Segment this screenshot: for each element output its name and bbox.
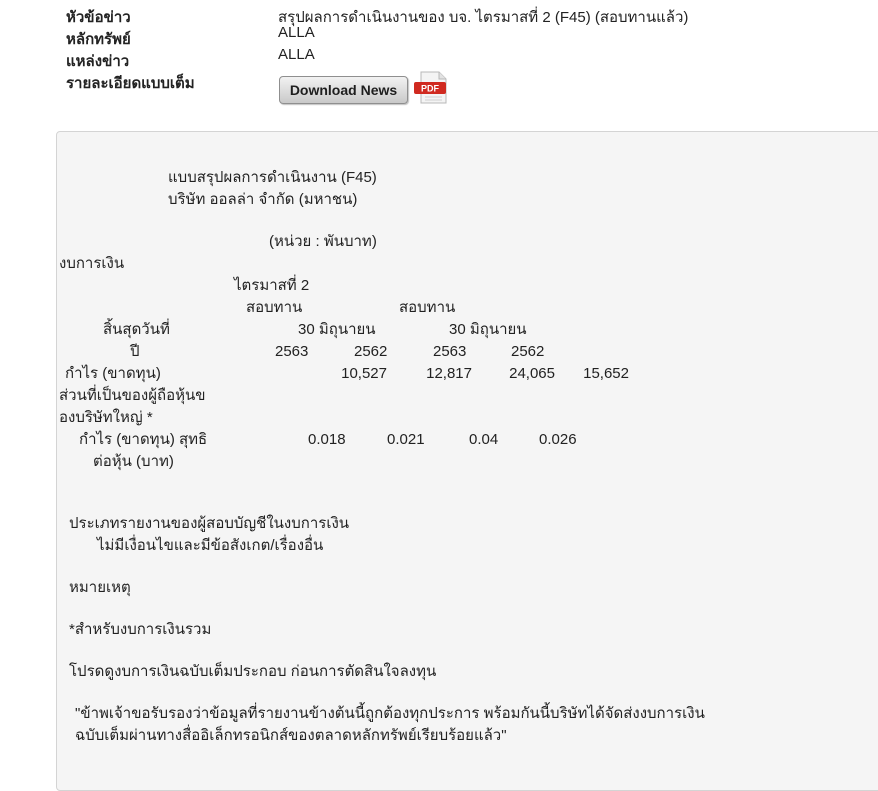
eps-label-line-2: ต่อหุ้น (บาท) — [93, 453, 174, 470]
eps-cell: 0.026 — [539, 431, 577, 448]
year-cell: 2562 — [354, 343, 388, 360]
eps-label-line-1: กำไร (ขาดทุน) สุทธิ — [79, 431, 208, 448]
year-cell: 2563 — [275, 343, 309, 360]
note-label: หมายเหตุ — [69, 579, 131, 596]
certification-line-1: "ข้าพเจ้าขอรับรองว่าข้อมูลที่รายงานข้างต้นนี้ถูกต้องทุกประการ พร้อมกันนี้บริษัทได้จัดส่งงบการเงิน — [75, 705, 705, 722]
source-label: แหล่งข่าว — [66, 53, 130, 70]
year-cell: 2562 — [511, 343, 545, 360]
auditor-report-label: ประเภทรายงานของผู้สอบบัญชีในงบการเงิน — [69, 515, 350, 532]
report-panel — [56, 131, 878, 791]
auditor-report-value: ไม่มีเงื่อนไขและมีข้อสังเกต/เรื่องอื่น — [97, 537, 324, 554]
full-details-label: รายละเอียดแบบเต็ม — [66, 75, 195, 92]
period-end-label: สิ้นสุดวันที่ — [103, 321, 170, 338]
profit-cell: 10,527 — [341, 365, 387, 382]
profit-cell: 24,065 — [509, 365, 555, 382]
form-title: แบบสรุปผลการดำเนินงาน (F45) — [168, 169, 377, 186]
shareholder-label-line-2: องบริษัทใหญ่ * — [59, 409, 153, 426]
period-end-col-2: 30 มิถุนายน — [449, 321, 527, 338]
source-value: ALLA — [278, 46, 315, 63]
unit-text: (หน่วย : พันบาท) — [269, 233, 377, 250]
profit-cell: 12,817 — [426, 365, 472, 382]
year-label: ปี — [130, 343, 140, 360]
subject-value: สรุปผลการดำเนินงานของ บจ. ไตรมาสที่ 2 (F45) (สอบทานแล้ว) — [278, 9, 689, 26]
pdf-icon[interactable] — [413, 71, 449, 105]
reviewed-col-1: สอบทาน — [246, 299, 303, 316]
eps-cell: 0.021 — [387, 431, 425, 448]
profit-label: กำไร (ขาดทุน) — [65, 365, 161, 382]
year-cell: 2563 — [433, 343, 467, 360]
subject-label: หัวข้อข่าว — [66, 9, 131, 26]
eps-cell: 0.018 — [308, 431, 346, 448]
reviewed-col-2: สอบทาน — [399, 299, 456, 316]
company-name: บริษัท ออลล่า จำกัด (มหาชน) — [168, 191, 358, 208]
shareholder-label-line-1: ส่วนที่เป็นของผู้ถือหุ้นข — [59, 387, 206, 404]
quarter-header: ไตรมาสที่ 2 — [234, 277, 310, 294]
svg-text:PDF: PDF — [421, 83, 439, 94]
consolidated-note: *สำหรับงบการเงินรวม — [69, 621, 212, 638]
advice-text: โปรดดูงบการเงินฉบับเต็มประกอบ ก่อนการตัดสินใจลงทุน — [69, 663, 437, 680]
certification-line-2: ฉบับเต็มผ่านทางสื่ออิเล็กทรอนิกส์ของตลาดหลักทรัพย์เรียบร้อยแล้ว" — [75, 727, 507, 744]
period-end-col-1: 30 มิถุนายน — [298, 321, 376, 338]
section-label: งบการเงิน — [59, 255, 125, 272]
profit-cell: 15,652 — [583, 365, 629, 382]
eps-cell: 0.04 — [469, 431, 499, 448]
security-value: ALLA — [278, 24, 315, 41]
download-news-button[interactable]: Download News — [279, 76, 408, 104]
security-label: หลักทรัพย์ — [66, 31, 131, 48]
